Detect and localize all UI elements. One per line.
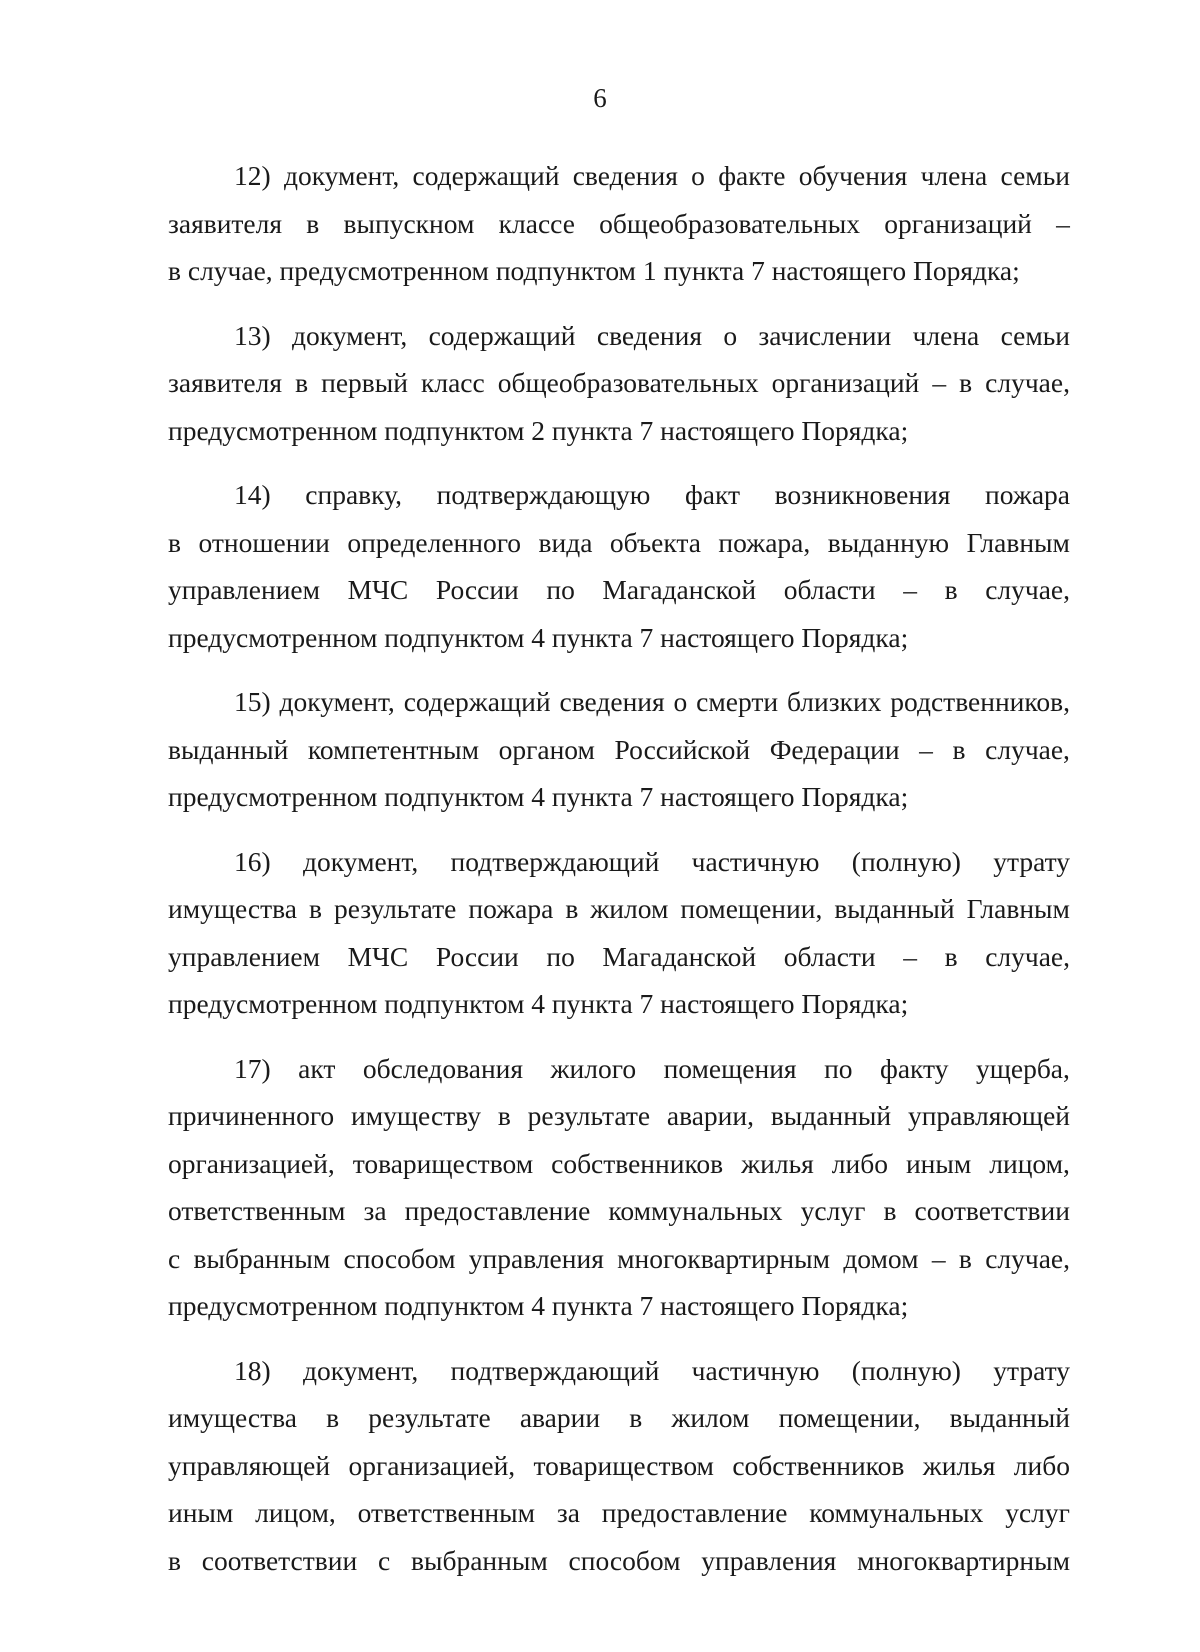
paragraph-line: предусмотренном подпунктом 4 пункта 7 настоящего Порядка; — [168, 781, 909, 812]
paragraph-line: в соответствии с выбранным способом управления многоквартирным — [168, 1544, 1070, 1576]
paragraph-line: предусмотренном подпунктом 2 пункта 7 настоящего Порядка; — [168, 414, 909, 446]
paragraph-item-14 — [168, 471, 1070, 661]
paragraph-item-15 — [168, 678, 1070, 821]
paragraph-line: 14) справку, подтверждающую факт возникновения пожара — [234, 479, 1070, 510]
paragraph-line: заявителя в первый класс общеобразовательных организаций – в случае, — [168, 367, 1070, 398]
paragraph-item-13 — [168, 312, 1070, 455]
paragraph-line: заявителя в выпускном классе общеобразовательных организаций – — [168, 207, 1070, 239]
paragraph-line: 18) документ, подтверждающий частичную (полную) утрату — [234, 1354, 1070, 1386]
paragraph-line: 12) документ, содержащий сведения о факте обучения члена семьи — [234, 160, 1070, 191]
paragraph-line: в случае, предусмотренном подпунктом 1 пункта 7 настоящего Порядка; — [168, 255, 1020, 286]
paragraph-line: иным лицом, ответственным за предоставление коммунальных услуг — [168, 1497, 1070, 1528]
paragraph-line: с выбранным способом управления многоквартирным домом – в случае, — [168, 1242, 1070, 1274]
paragraph-line: имущества в результате аварии в жилом помещении, выданный — [168, 1402, 1070, 1433]
paragraph-line: 17) акт обследования жилого помещения по факту ущерба, — [234, 1052, 1070, 1084]
page-number: 6 — [593, 83, 607, 113]
paragraph-line: организацией, товариществом собственников жилья либо иным лицом, — [168, 1147, 1070, 1179]
paragraph-line: в отношении определенного вида объекта пожара, выданную Главным — [168, 526, 1070, 558]
paragraph-line: имущества в результате пожара в жилом помещении, выданный Главным — [168, 893, 1070, 924]
paragraph-line: предусмотренном подпунктом 4 пункта 7 настоящего Порядка; — [168, 621, 909, 653]
paragraph-line: причиненного имуществу в результате аварии, выданный управляющей — [168, 1100, 1070, 1131]
paragraph-item-17 — [168, 1045, 1070, 1330]
paragraph-line: 15) документ, содержащий сведения о смерти близких родственников, — [234, 686, 1070, 717]
paragraph-line: предусмотренном подпунктом 4 пункта 7 настоящего Порядка; — [168, 988, 909, 1019]
paragraph-item-16 — [168, 838, 1070, 1028]
paragraph-line: 16) документ, подтверждающий частичную (полную) утрату — [234, 845, 1070, 877]
paragraph-item-12 — [168, 152, 1070, 295]
paragraph-line: управлением МЧС России по Магаданской области – в случае, — [168, 574, 1070, 605]
paragraph-line: управляющей организацией, товариществом собственников жилья либо — [168, 1449, 1070, 1481]
paragraph-line: управлением МЧС России по Магаданской области – в случае, — [168, 940, 1070, 972]
paragraph-line: 13) документ, содержащий сведения о зачислении члена семьи — [234, 319, 1070, 351]
paragraph-line: выданный компетентным органом Российской Федерации – в случае, — [168, 733, 1070, 765]
document-body — [168, 152, 1070, 1584]
paragraph-item-18 — [168, 1347, 1070, 1585]
paragraph-line: ответственным за предоставление коммунальных услуг в соответствии — [168, 1195, 1070, 1226]
paragraph-line: предусмотренном подпунктом 4 пункта 7 настоящего Порядка; — [168, 1290, 909, 1321]
